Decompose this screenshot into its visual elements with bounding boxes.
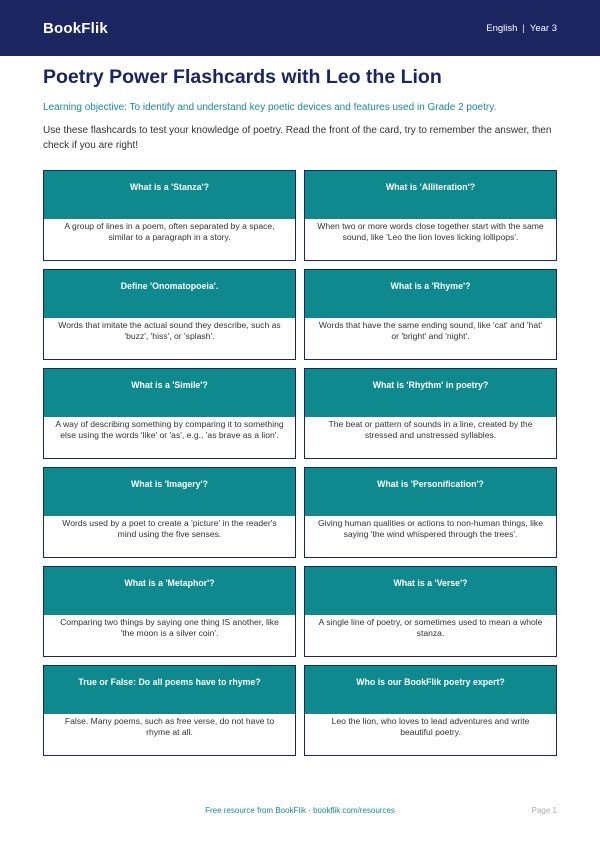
flashcard-question: What is a 'Verse'?	[305, 567, 556, 615]
learning-objective: Learning objective: To identify and understand key poetic devices and features used in Grade 2 poetry.	[43, 102, 497, 113]
flashcard-question: Define 'Onomatopoeia'.	[44, 270, 295, 318]
flashcard	[43, 665, 296, 756]
flashcard-question: What is 'Alliteration'?	[305, 171, 556, 219]
flashcard-answer: Words used by a poet to create a 'picture' in the reader's mind using the five senses.	[62, 518, 277, 540]
flashcard	[304, 368, 557, 459]
flashcard	[304, 269, 557, 360]
flashcard-question: What is a 'Simile'?	[44, 369, 295, 417]
page-title: Poetry Power Flashcards with Leo the Lion	[43, 66, 442, 88]
flashcard-answer: False. Many poems, such as free verse, do not have to rhyme at all.	[64, 716, 275, 738]
flashcard-answer: A group of lines in a poem, often separated by a space, similar to a paragraph in a story.	[64, 221, 275, 243]
separator: |	[522, 22, 525, 34]
flashcard-question: What is a 'Stanza'?	[44, 171, 295, 219]
flashcard-question: What is a 'Rhyme'?	[305, 270, 556, 318]
year-label: Year 3	[529, 22, 557, 34]
flashcard	[304, 170, 557, 261]
flashcard-question: What is 'Personification'?	[305, 468, 556, 516]
flashcard-grid	[43, 170, 557, 756]
flashcard	[43, 269, 296, 360]
flashcard-question: What is a 'Metaphor'?	[44, 567, 295, 615]
instructions: Use these flashcards to test your knowledge of poetry. Read the front of the card, try to remember the answer, then check if you are right!	[43, 125, 552, 151]
flashcard-question: Who is our BookFlik poetry expert?	[305, 666, 556, 714]
flashcard	[304, 566, 557, 657]
flashcard-answer: The beat or pattern of sounds in a line, created by the stressed and unstressed syllables.	[328, 419, 533, 441]
flashcard-answer: A single line of poetry, or sometimes used to mean a whole stanza.	[318, 617, 543, 639]
flashcard-answer: Words that imitate the actual sound they describe, such as 'buzz', 'hiss', or 'splash'.	[58, 320, 281, 342]
page-number: Page 1	[531, 806, 557, 815]
flashcard-answer: Giving human qualities or actions to non-human things, like saying 'the wind whispered through the trees'.	[318, 518, 543, 540]
flashcard-question: What is 'Rhythm' in poetry?	[305, 369, 556, 417]
subject-label: English	[486, 22, 518, 34]
flashcard-answer: A way of describing something by comparing it to something else using the words 'like' or 'as', e.g., 'as brave as a lion'.	[55, 419, 284, 441]
flashcard	[43, 368, 296, 459]
flashcard-answer: Comparing two things by saying one thing IS another, like 'the moon is a silver coin'.	[60, 617, 279, 639]
flashcard-answer: Leo the lion, who loves to lead adventures and write beautiful poetry.	[331, 716, 530, 738]
flashcard	[304, 665, 557, 756]
footer-credit: Free resource from BookFlik · bookflik.com/resources	[205, 806, 395, 815]
header-bar	[0, 0, 600, 56]
flashcard-question: True or False: Do all poems have to rhyme?	[44, 666, 295, 714]
flashcard	[43, 566, 296, 657]
flashcard-question: What is 'Imagery'?	[44, 468, 295, 516]
flashcard	[43, 467, 296, 558]
flashcard	[43, 170, 296, 261]
brand-logo: BookFlik	[43, 19, 108, 37]
flashcard-answer: Words that have the same ending sound, like 'cat' and 'hat' or 'bright' and 'night'.	[318, 320, 543, 342]
flashcard-answer: When two or more words close together start with the same sound, like 'Leo the lion loves licking lollipops'.	[317, 221, 544, 243]
flashcard	[304, 467, 557, 558]
subject-year	[486, 23, 557, 34]
